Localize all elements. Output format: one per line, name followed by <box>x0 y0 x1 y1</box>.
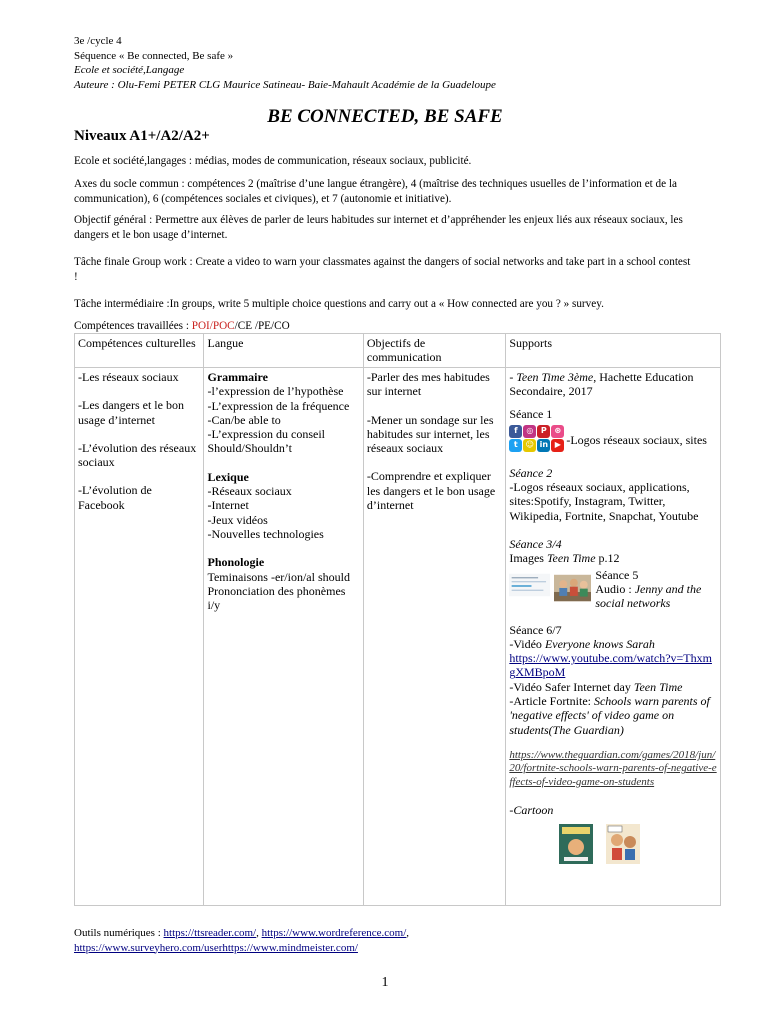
sequence-table <box>74 333 721 906</box>
surveyhero-mindmeister-link[interactable]: https://www.surveyhero.com/userhttps://www.mindmeister.com/ <box>74 941 358 954</box>
header-cell-supports: Supports <box>506 334 721 368</box>
linkedin-icon: in <box>537 439 550 452</box>
list-item: -L’évolution de Facebook <box>78 483 152 512</box>
list-item: -Parler des mes habitudes sur internet <box>366 370 490 399</box>
paragraph-competences <box>74 319 694 334</box>
list-item: -L’expression de la fréquence <box>207 398 350 413</box>
footer-tools <box>74 926 409 955</box>
youtube-link[interactable]: https://www.youtube.com/watch?v=ThxmgXMBpoM <box>509 651 712 680</box>
competences-label: Compétences travaillées : <box>74 320 192 332</box>
seance-1-content <box>509 425 717 452</box>
competences-highlight: POI/POC <box>191 320 235 332</box>
video-2-source: Teen Time <box>633 679 683 694</box>
facebook-icon: f <box>509 425 522 438</box>
seance-5-title: Séance 5 <box>595 567 639 582</box>
page-number: 1 <box>381 975 389 990</box>
seance-2-text: -Logos réseaux sociaux, applications, sites:Spotify, Instagram, Twitter, Wikipedia, Fortnite, Snapchat, Youtube <box>509 480 699 523</box>
tools-trailing-comma: , <box>406 927 410 939</box>
cartoon-cover-image <box>559 824 593 864</box>
seance-67-link-wrap <box>509 651 717 680</box>
article-title: Schools warn parents of 'negative effects' of video game on students(The Guardian) <box>509 694 710 737</box>
paragraph-objectif: Objectif général : Permettre aux élèves de parler de leurs habitudes sur internet et d’appréhender les enjeux liés aux réseaux sociaux, les dangers et le bon usage d’internet. <box>74 214 683 241</box>
list-item: -Can/be able to <box>207 412 281 427</box>
twitter-icon: t <box>509 439 522 452</box>
video-1-title: Everyone knows Sarah <box>544 636 655 651</box>
seance-34-title: Séance 3/4 <box>509 537 562 552</box>
seance-5-text <box>595 582 717 611</box>
youtube-icon: ▶ <box>551 439 564 452</box>
seance-1-text: -Logos réseaux sociaux, sites <box>566 432 707 447</box>
seance-2-title: Séance 2 <box>509 465 553 480</box>
cell-supports <box>506 368 721 906</box>
social-logos-image <box>509 425 564 452</box>
source-reference <box>509 370 717 399</box>
seance-34-book: Teen Time <box>546 551 596 566</box>
seance-34-prefix: Images <box>509 551 547 566</box>
dribbble-icon: ⊛ <box>551 425 564 438</box>
list-item: -Réseaux sociaux <box>207 484 292 499</box>
seance-67-title: Séance 6/7 <box>509 622 562 637</box>
header-theme: Ecole et société,Langage <box>74 64 185 76</box>
lexique-heading: Lexique <box>207 469 249 484</box>
pinterest-icon: P <box>537 425 550 438</box>
cartoon-strip-image <box>606 824 640 864</box>
textbook-page-thumbnail <box>509 568 550 602</box>
page-title: BE CONNECTED, BE SAFE <box>267 106 503 127</box>
seance-67-video-2 <box>509 680 717 694</box>
paragraph-theme: Ecole et société,langages : médias, modes de communication, réseaux sociaux, publicité. <box>74 155 472 167</box>
seance-34-text <box>509 551 717 565</box>
seance-34-page: p.12 <box>595 551 620 566</box>
cell-culturelles <box>75 368 204 906</box>
header-sequence: Séquence « Be connected, Be safe » <box>74 49 234 62</box>
seance-5-block <box>595 568 717 611</box>
cell-objectifs <box>363 368 505 906</box>
table-row <box>75 368 721 906</box>
header-cell-langue: Langue <box>204 334 363 368</box>
cartoon-images <box>509 824 717 867</box>
source-publisher: , Hachette Education Secondaire, 2017 <box>509 370 694 399</box>
list-item: -Jeux vidéos <box>207 512 268 527</box>
list-item: -Mener un sondage sur les habitudes sur internet, les réseaux sociaux <box>366 412 494 456</box>
tools-label: Outils numériques : <box>74 927 164 939</box>
teens-photo-thumbnail <box>554 568 591 608</box>
tools-separator: , <box>256 927 262 939</box>
list-item: Prononciation des phonèmes i/y <box>207 583 346 613</box>
header-author: Auteure : Olu-Femi PETER CLG Maurice Satineau- Baie-Mahault Académie de la Guadeloupe <box>74 78 496 91</box>
seance-5-prefix: Audio : <box>595 581 635 596</box>
seance-34-5-row <box>509 568 717 611</box>
paragraph-socle: Axes du socle commun : compétences 2 (maîtrise d’une langue étrangère), 4 (maîtrise des techniques usuelles de l’information et de la communication), 6 (compétences sociales et civiques), et 7 (autonomie et initiative). <box>74 178 677 205</box>
header-cell-culturelles: Compétences culturelles <box>75 334 204 368</box>
list-item: -Les réseaux sociaux <box>78 370 179 384</box>
list-item: -Nouvelles technologies <box>207 526 324 541</box>
seance-5-audio-title: Jenny and the social networks <box>595 581 702 611</box>
instagram-icon: ◎ <box>523 425 536 438</box>
list-item: -Internet <box>207 498 249 513</box>
list-item: Teminaisons -er/ion/al should <box>207 569 350 584</box>
article-prefix: -Article Fortnite: <box>509 694 594 709</box>
document-header <box>74 34 496 92</box>
list-item: -Les dangers et le bon usage d’internet <box>78 398 184 427</box>
video-1-prefix: -Vidéo <box>509 636 545 651</box>
ttsreader-link[interactable]: https://ttsreader.com/ <box>163 927 257 939</box>
guardian-link[interactable]: https://www.theguardian.com/games/2018/jun/20/fortnite-schools-warn-parents-of-negative-effects-of-video-game-on-students <box>509 748 717 788</box>
header-cycle: 3e /cycle 4 <box>74 35 122 47</box>
competences-rest: /CE /PE/CO <box>234 320 290 332</box>
phonologie-heading: Phonologie <box>207 555 265 570</box>
source-title: - Teen Time 3ème <box>509 370 594 384</box>
levels-heading: Niveaux A1+/A2/A2+ <box>74 128 210 144</box>
header-cell-objectifs: Objectifs de communication <box>363 334 505 368</box>
paragraph-tache-intermediaire: Tâche intermédiaire :In groups, write 5 multiple choice questions and carry out a « How connected are you ? » survey. <box>74 298 604 310</box>
paragraph-tache-finale: Tâche finale Group work : Create a video to warn your classmates against the dangers of social networks and take part in a school contest ! <box>74 256 691 283</box>
seance-1-title: Séance 1 <box>509 406 553 421</box>
cell-langue <box>204 368 363 906</box>
list-item: -Comprendre et expliquer les dangers et le bon usage d’internet <box>366 469 496 513</box>
grammaire-heading: Grammaire <box>207 370 268 384</box>
table-header-row <box>75 334 721 368</box>
video-2-prefix: -Vidéo Safer Internet day <box>509 679 634 694</box>
list-item: -l’expression de l’hypothèse <box>207 384 344 399</box>
seance-67-video-1 <box>509 637 717 651</box>
wordreference-link[interactable]: https://www.wordreference.com/ <box>261 927 407 939</box>
list-item: -L’évolution des réseaux sociaux <box>78 440 197 470</box>
list-item: -L’expression du conseil Should/Shouldn’t <box>207 427 326 456</box>
seance-67-article <box>509 694 717 737</box>
cartoon-label: -Cartoon <box>509 803 554 818</box>
snapchat-icon: ☺ <box>523 439 536 452</box>
